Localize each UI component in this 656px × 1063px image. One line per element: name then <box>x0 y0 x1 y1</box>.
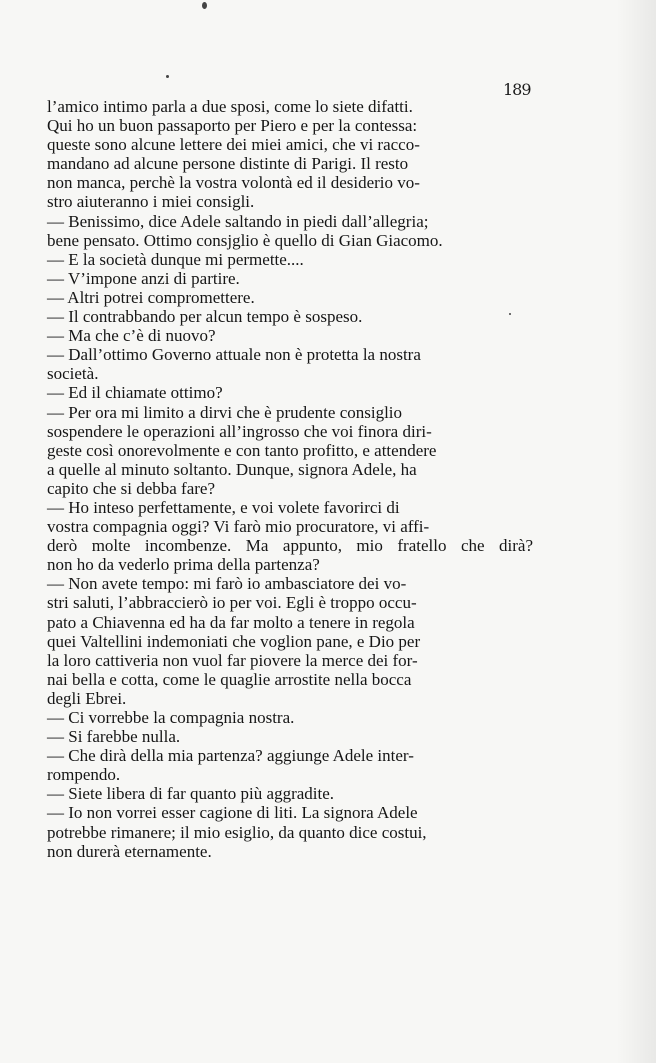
text-line: non manca, perchè la vostra volontà ed il desiderio vo- <box>47 173 420 193</box>
text-line: geste così onorevolmente e con tanto profitto, e attendere <box>47 440 437 460</box>
text-line: — Io non vorrei esser cagione di liti. La signora Adele <box>47 803 418 823</box>
text-line: — Altri potrei compromettere. <box>47 287 255 307</box>
text-line: — E la società dunque mi permette.... <box>47 249 304 269</box>
text-line: società. <box>47 364 99 384</box>
text-line: — Ed il chiamate ottimo? <box>47 383 223 403</box>
text-line: quei Valtellini indemoniati che voglion pane, e Dio per <box>47 631 421 651</box>
text-line: Qui ho un buon passaporto per Piero e per la contessa: <box>47 116 418 136</box>
text-line: — Ci vorrebbe la compagnia nostra. <box>47 708 295 727</box>
text-line: non durerà eternamente. <box>47 841 212 861</box>
page-number: 189 <box>503 80 531 99</box>
text-line: sospendere le operazioni all’ingrosso che voi finora diri- <box>47 421 432 441</box>
text-line: — Ma che c’è di nuovo? <box>47 326 216 346</box>
text-line: stri saluti, l’abbraccierò io per voi. Egli è troppo occu- <box>47 593 417 613</box>
text-line: — Il contrabbando per alcun tempo è sospeso. <box>47 307 363 327</box>
text-line: l’amico intimo parla a due sposi, come lo siete difatti. <box>47 97 413 116</box>
text-line: — Siete libera di far quanto più aggradite. <box>47 784 335 804</box>
text-line: — Che dirà della mia partenza? aggiunge Adele inter- <box>47 746 414 766</box>
text-line: — Per ora mi limito a dirvi che è prudente consiglio <box>47 402 403 422</box>
text-line: — Ho inteso perfettamente, e voi volete favorirci di <box>47 497 400 517</box>
ink-speck <box>202 2 207 9</box>
text-line: non ho da vederlo prima della partenza? <box>47 555 320 575</box>
text-line: vostra compagnia oggi? Vi farò mio procuratore, vi affi- <box>47 517 430 537</box>
text-line: a quelle al minuto soltanto. Dunque, signora Adele, ha <box>47 459 417 479</box>
text-line: potrebbe rimanere; il mio esiglio, da quanto dice costui, <box>47 822 427 842</box>
text-line: nai bella e cotta, come le quaglie arrostite nella bocca <box>47 669 412 689</box>
text-line: mandano ad alcune persone distinte di Parigi. Il resto <box>47 154 409 174</box>
text-line: bene pensato. Ottimo consjglio è quello di Gian Giacomo. <box>47 230 443 250</box>
text-line: — Si farebbe nulla. <box>47 727 181 747</box>
text-line: degli Ebrei. <box>47 688 127 708</box>
text-line: stro aiuteranno i miei consigli. <box>47 192 255 212</box>
text-line: la loro cattiveria non vuol far piovere la merce dei for- <box>47 650 418 670</box>
text-line: queste sono alcune lettere dei miei amici, che vi racco- <box>47 135 420 155</box>
text-line: capito che si debba fare? <box>47 478 216 498</box>
page-text <box>47 97 533 861</box>
text-line: — Dall’ottimo Governo attuale non è protetta la nostra <box>47 345 421 365</box>
text-line: derò molte incombenze. Ma appunto, mio fratello che dirà? <box>47 536 533 556</box>
text-line: — Benissimo, dice Adele saltando in piedi dall’allegria; <box>47 211 429 231</box>
text-line: — V’impone anzi di partire. <box>47 268 240 288</box>
text-line: rompendo. <box>47 765 121 785</box>
text-line: pato a Chiavenna ed ha da far molto a tenere in regola <box>47 612 415 632</box>
text-line: — Non avete tempo: mi farò io ambasciatore dei vo- <box>47 574 407 594</box>
ink-speck <box>166 75 169 78</box>
